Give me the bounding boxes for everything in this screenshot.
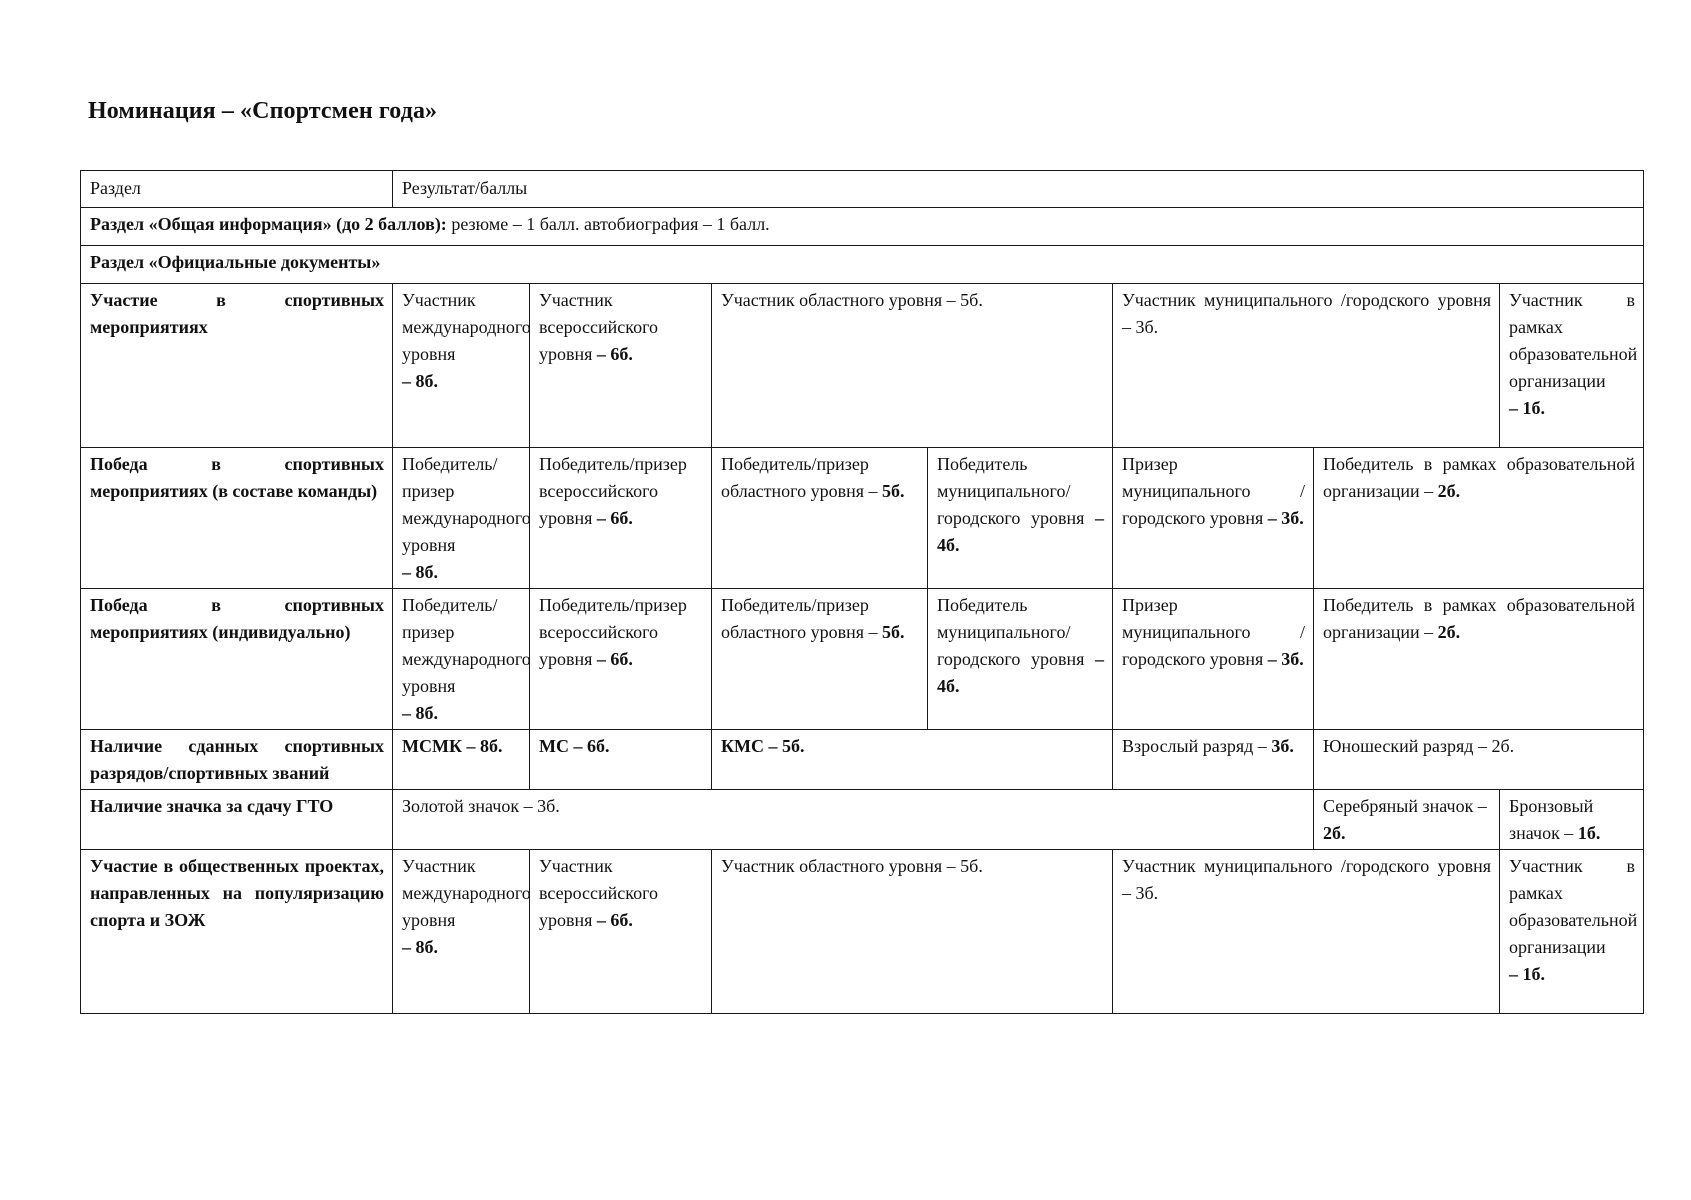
cell-points: – 3б. xyxy=(1267,508,1304,528)
table-row xyxy=(81,790,1644,850)
cell-text: Участник в рамках образовательной организации xyxy=(1509,856,1638,957)
cell-text: Победитель в рамках образовательной организации – xyxy=(1323,454,1635,501)
cell-municipal-winner xyxy=(928,589,1113,730)
general-info-cell xyxy=(81,208,1644,246)
cell-text: Взрослый разряд – xyxy=(1122,736,1267,756)
cell-youth-rank: Юношеский разряд – 2б. xyxy=(1314,730,1644,790)
cell-msmk: МСМК – 8б. xyxy=(393,730,530,790)
cell-international xyxy=(393,850,530,1014)
cell-org xyxy=(1314,448,1644,589)
cell-text: Участник всероссийского уровня xyxy=(539,856,659,930)
cell-allrussian xyxy=(530,589,712,730)
table-row xyxy=(81,730,1644,790)
cell-municipal-prize xyxy=(1113,589,1314,730)
cell-text: Участник всероссийского уровня xyxy=(539,290,659,364)
cell-text: Победитель муниципального/городского уровня xyxy=(937,595,1085,669)
cell-adult-rank xyxy=(1113,730,1314,790)
row-label: Наличие значка за сдачу ГТО xyxy=(81,790,393,850)
cell-points: – 4б. xyxy=(937,649,1104,696)
cell-text: Победитель в рамках образовательной организации – xyxy=(1323,595,1635,642)
cell-text: Серебряный значок – xyxy=(1323,796,1487,816)
cell-points: – 1б. xyxy=(1509,398,1545,418)
cell-points: – 6б. xyxy=(596,910,633,930)
page-title: Номинация – «Спортсмен года» xyxy=(88,98,438,124)
cell-text: Бронзовый значок – xyxy=(1509,796,1594,843)
cell-regional xyxy=(712,448,928,589)
cell-points: 3б. xyxy=(1271,736,1294,756)
cell-text: Победитель/ призер международного уровня xyxy=(402,454,531,555)
cell-text: Участник в рамках образовательной организации xyxy=(1509,290,1638,391)
cell-text: Призер муниципального /городского уровня xyxy=(1122,595,1305,669)
cell-points: 5б. xyxy=(882,622,905,642)
table-row xyxy=(81,284,1644,448)
scoring-table xyxy=(80,170,1644,1014)
row-label: Участие в спортивных мероприятиях xyxy=(81,284,393,448)
cell-points: – 6б. xyxy=(596,344,633,364)
cell-text: Участник международного уровня xyxy=(402,856,531,930)
row-label: Участие в общественных проектах, направленных на популяризацию спорта и ЗОЖ xyxy=(81,850,393,1014)
table-row xyxy=(81,448,1644,589)
cell-text: Победитель/призер областного уровня – xyxy=(721,454,878,501)
cell-ms: МС – 6б. xyxy=(530,730,712,790)
cell-points: – 4б. xyxy=(937,508,1104,555)
cell-gold: Золотой значок – 3б. xyxy=(393,790,1314,850)
cell-points: – 1б. xyxy=(1509,964,1545,984)
cell-org xyxy=(1500,284,1644,448)
cell-points: 2б. xyxy=(1437,622,1461,642)
cell-points: – 6б. xyxy=(596,508,633,528)
cell-text: Победитель/ призер международного уровня xyxy=(402,595,531,696)
cell-international xyxy=(393,448,530,589)
cell-text: Победитель муниципального/городского уровня xyxy=(937,454,1085,528)
table-row xyxy=(81,589,1644,730)
table-row xyxy=(81,850,1644,1014)
row-label: Победа в спортивных мероприятиях (индивидуально) xyxy=(81,589,393,730)
cell-org xyxy=(1500,850,1644,1014)
cell-points: 2б. xyxy=(1323,823,1346,843)
cell-regional: Участник областного уровня – 5б. xyxy=(712,284,1113,448)
general-info-heading: Раздел «Общая информация» (до 2 баллов): xyxy=(90,214,447,234)
cell-regional: Участник областного уровня – 5б. xyxy=(712,850,1113,1014)
cell-points: – 8б. xyxy=(402,937,438,957)
cell-text: Участник международного уровня xyxy=(402,290,531,364)
cell-points: 2б. xyxy=(1437,481,1461,501)
cell-municipal: Участник муниципального /городского уровня – 3б. xyxy=(1113,284,1500,448)
cell-allrussian xyxy=(530,850,712,1014)
cell-text: Призер муниципального /городского уровня xyxy=(1122,454,1305,528)
cell-allrussian xyxy=(530,448,712,589)
cell-org xyxy=(1314,589,1644,730)
cell-points: 1б. xyxy=(1577,823,1601,843)
cell-municipal: Участник муниципального /городского уровня – 3б. xyxy=(1113,850,1500,1014)
cell-municipal-winner xyxy=(928,448,1113,589)
cell-points: – 6б. xyxy=(596,649,633,669)
cell-silver xyxy=(1314,790,1500,850)
table-header-row xyxy=(81,171,1644,208)
cell-points: – 8б. xyxy=(402,562,438,582)
cell-regional xyxy=(712,589,928,730)
official-docs-row xyxy=(81,246,1644,284)
general-info-text: резюме – 1 балл. автобиография – 1 балл. xyxy=(446,214,770,234)
header-result: Результат/баллы xyxy=(393,171,1644,208)
cell-international xyxy=(393,284,530,448)
cell-points: – 8б. xyxy=(402,371,438,391)
cell-bronze xyxy=(1500,790,1644,850)
cell-text: Победитель/призер всероссийского уровня xyxy=(539,454,687,528)
row-label: Наличие сданных спортивных разрядов/спортивных званий xyxy=(81,730,393,790)
general-info-row xyxy=(81,208,1644,246)
official-docs-heading: Раздел «Официальные документы» xyxy=(81,246,1644,284)
cell-municipal-prize xyxy=(1113,448,1314,589)
header-section: Раздел xyxy=(81,171,393,208)
cell-points: – 8б. xyxy=(402,703,438,723)
cell-text: Победитель/призер областного уровня – xyxy=(721,595,878,642)
cell-international xyxy=(393,589,530,730)
cell-points: – 3б. xyxy=(1267,649,1304,669)
cell-kms: КМС – 5б. xyxy=(712,730,1113,790)
cell-points: 5б. xyxy=(882,481,905,501)
cell-text: Победитель/призер всероссийского уровня xyxy=(539,595,687,669)
cell-allrussian xyxy=(530,284,712,448)
row-label: Победа в спортивных мероприятиях (в составе команды) xyxy=(81,448,393,589)
